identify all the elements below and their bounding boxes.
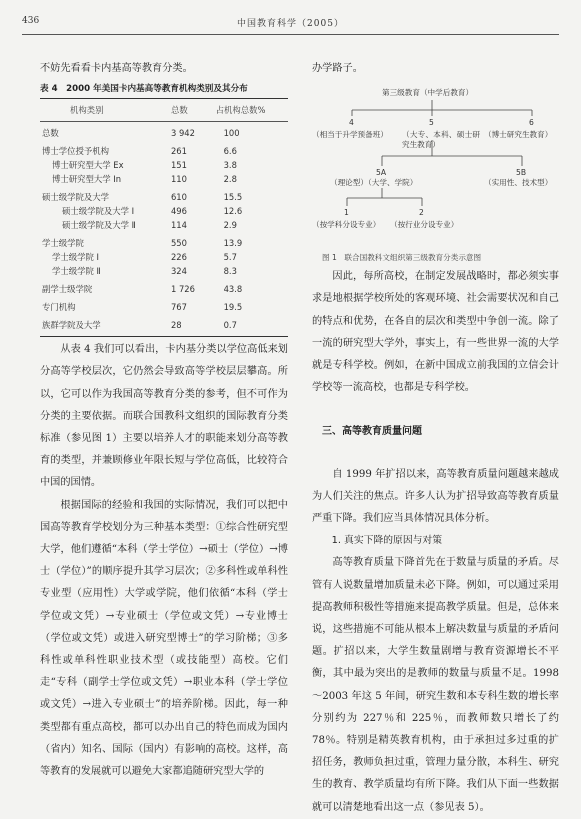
cell-percent: 19.5 [223, 302, 243, 313]
diagram-node-5b: 5B [516, 168, 527, 178]
cell-count: 550 [170, 238, 187, 249]
cell-category: 硕士级学院及大学 [42, 192, 109, 203]
cell-count: 496 [170, 206, 187, 217]
cell-count: 1 726 [170, 284, 195, 295]
cell-count: 3 942 [170, 128, 195, 139]
cell-count: 114 [170, 220, 187, 231]
table-row [40, 158, 288, 172]
cell-percent: 2.9 [223, 220, 237, 231]
left-column [40, 58, 288, 783]
table-row [40, 232, 288, 250]
cell-percent: 15.5 [223, 192, 243, 203]
classification-diagram [312, 80, 559, 246]
cell-category: 专门机构 [42, 302, 76, 313]
cell-percent: 8.3 [223, 266, 237, 277]
diagram-label-4: （相当于升学预备班） [312, 130, 388, 140]
cell-percent: 13.9 [223, 238, 243, 249]
table-row [40, 218, 288, 232]
table-row [40, 204, 288, 218]
table-row [40, 264, 288, 278]
subsection-heading: 1. 真实下降的原因与对策 [331, 535, 443, 547]
cell-count: 324 [170, 266, 187, 277]
table-row [40, 250, 288, 264]
cell-category: 硕士级学院及大学 Ⅱ [62, 220, 136, 231]
cell-category: 博士研究型大学 Ex [52, 160, 124, 171]
diagram-node-1: 1 [344, 208, 349, 218]
diagram-node-2: 2 [419, 208, 424, 218]
cell-percent: 43.8 [223, 284, 243, 295]
cell-category: 族群学院及大学 [40, 314, 169, 337]
table-row [40, 186, 288, 204]
col-header-category: 机构类别 [40, 99, 169, 122]
cell-category: 博士学位授予机构 [42, 146, 109, 157]
body-paragraph: 因此，每所高校，在制定发展战略时，都必须实事求是地根据学校所处的客观环境、社会需要状况和自己的特点和优势，在各自的层次和类型中争创一流。除了一流的研究型大学外，事实上，有一些世界一流的大学就是专科学校。例如，在新中国成立前我国的立信会计学校等一流高校，也都是专科学校。 [312, 271, 559, 394]
body-paragraph: 根据国际的经验和我国的实际情况，我们可以把中国高等教育学校划分为三种基本类型：①综合性研究型大学，他们遵循“本科（学士学位）→硕士（学位）→博士（学位）”的顺序提升其学习层次；②多科性或单科性专业型（应用性）大学或学院，他们依循“本科（学士学位或文凭）→专业硕士（学位或文凭）→专业博士（学位或文凭）或进入研究型博士”的学习阶梯；③多科性或单科性职业技术型（或技能型）高校。它们走“专科（副学士学位或文凭）→职业本科（学士学位或文凭）→进入专业硕士”的培养阶梯。因此，每一种类型都有重点高校，都可以办出自己的特色而成为国内（省内）知名、国际（国内）有影响的高校。这样，高等教育的发展就可以避免大家都追随研究型大学的 [40, 499, 288, 778]
diagram-label-5a: （理论型）（大学、学院） [330, 178, 418, 188]
cell-percent: 3.8 [223, 160, 237, 171]
diagram-label-6: （博士研究生教育） [484, 130, 553, 140]
cell-percent: 2.8 [223, 174, 237, 185]
table-row [40, 296, 288, 314]
cell-count: 151 [170, 160, 187, 171]
table-row [40, 172, 288, 186]
diagram-label-5b: （实用性、技术型） [484, 178, 553, 188]
cell-category: 学士级学院 Ⅰ [52, 252, 100, 263]
table-row [40, 278, 288, 296]
continued-line: 办学路子。 [312, 63, 363, 74]
cell-category: 学士级学院 [42, 238, 84, 249]
diagram-node-5a: 5A [376, 168, 387, 178]
body-paragraph: 自 1999 年扩招以来，高等教育质量问题越来越成为人们关注的焦点。许多人认为扩招导致高等教育质量严重下降。我们应当具体情况具体分析。 [312, 468, 559, 525]
cell-category: 总数 [42, 128, 59, 139]
intro-line: 不妨先看看卡内基高等教育分类。 [40, 63, 193, 74]
cell-count: 767 [170, 302, 187, 313]
cell-count: 110 [170, 174, 187, 185]
cell-category: 博士研究型大学 In [52, 174, 122, 185]
cell-category: 硕士级学院及大学 Ⅰ [62, 206, 135, 217]
table-row [40, 314, 288, 337]
journal-title: 中国教育科学（2005） [237, 19, 344, 29]
body-paragraph: 从表 4 我们可以看出，卡内基分类以学位高低来划分高等学校层次，它仍然会导致高等学校层层攀高。所以，它可以作为我国高等教育分类的参考，但不可作为分类的主要依据。而联合国教科文组织的国际教育分类标准（参见图 1）主要以培养人才的职能来划分高等教育的类型，并兼顾修业年限长短与学位高低，比较符合中国的国情。 [40, 344, 288, 489]
page-number: 436 [22, 16, 40, 26]
cell-percent: 6.6 [223, 146, 237, 157]
body-paragraph: 高等教育质量下降首先在于数量与质量的矛盾。尽管有人说数量增加质量未必下降。例如，可以通过采用提高教师积极性等措施来提高教学质量。但是，总体来说，这些措施不可能从根本上解决数量与质量的矛盾问题。扩招以来，大学生数量剧增与教育资源增长不平衡，其中最为突出的是教师的数量与质量不足。1998～2003 年这 5 年间，研究生数和本专科生数的增长率分别约为 227％和 225％，而教师数只增长了约 78％。特别是精英教育机构，由于承担过多过重的扩招任务，教师负担过重，管理力量分散，本科生、研究生的教育、教学质量均有所下降。我们从下面一些数据就可以清楚地看出这一点（参见表 5）。 [312, 557, 559, 813]
right-column [312, 58, 559, 819]
institution-table [40, 98, 288, 337]
diagram-label-1: （按学科分设专业） [312, 220, 381, 230]
cell-category: 副学士级学院 [42, 284, 93, 295]
diagram-node-6: 6 [529, 118, 534, 128]
diagram-top-node: 第三级教育（中学后教育） [382, 88, 474, 98]
table-header-row [40, 99, 288, 122]
table-caption: 表 4 2000 年美国卡内基高等教育机构类别及其分布 [40, 84, 248, 95]
header-rule [22, 34, 559, 35]
figure-caption: 图 1 联合国教科文组织第三级教育分类示意图 [322, 253, 482, 263]
col-header-percent: 占机构总数% [214, 99, 288, 122]
cell-percent: 5.7 [223, 252, 237, 263]
cell-count: 261 [170, 146, 187, 157]
cell-count: 28 [169, 314, 214, 337]
running-header [22, 14, 559, 30]
cell-percent: 12.6 [223, 206, 243, 217]
cell-count: 610 [170, 192, 187, 203]
diagram-node-5: 5 [429, 118, 434, 128]
diagram-label-5: （大专、本科、硕士研究生教育） [402, 130, 480, 150]
cell-percent: 0.7 [214, 314, 288, 337]
table-row [40, 140, 288, 158]
diagram-label-2: （按行业分设专业） [390, 220, 459, 230]
cell-category: 学士级学院 Ⅱ [52, 266, 101, 277]
cell-percent: 100 [223, 128, 240, 139]
cell-count: 226 [170, 252, 187, 263]
section-heading: 三、高等教育质量问题 [322, 426, 422, 438]
col-header-count: 总数 [169, 99, 214, 122]
diagram-node-4: 4 [349, 118, 354, 128]
table-row [40, 122, 288, 141]
